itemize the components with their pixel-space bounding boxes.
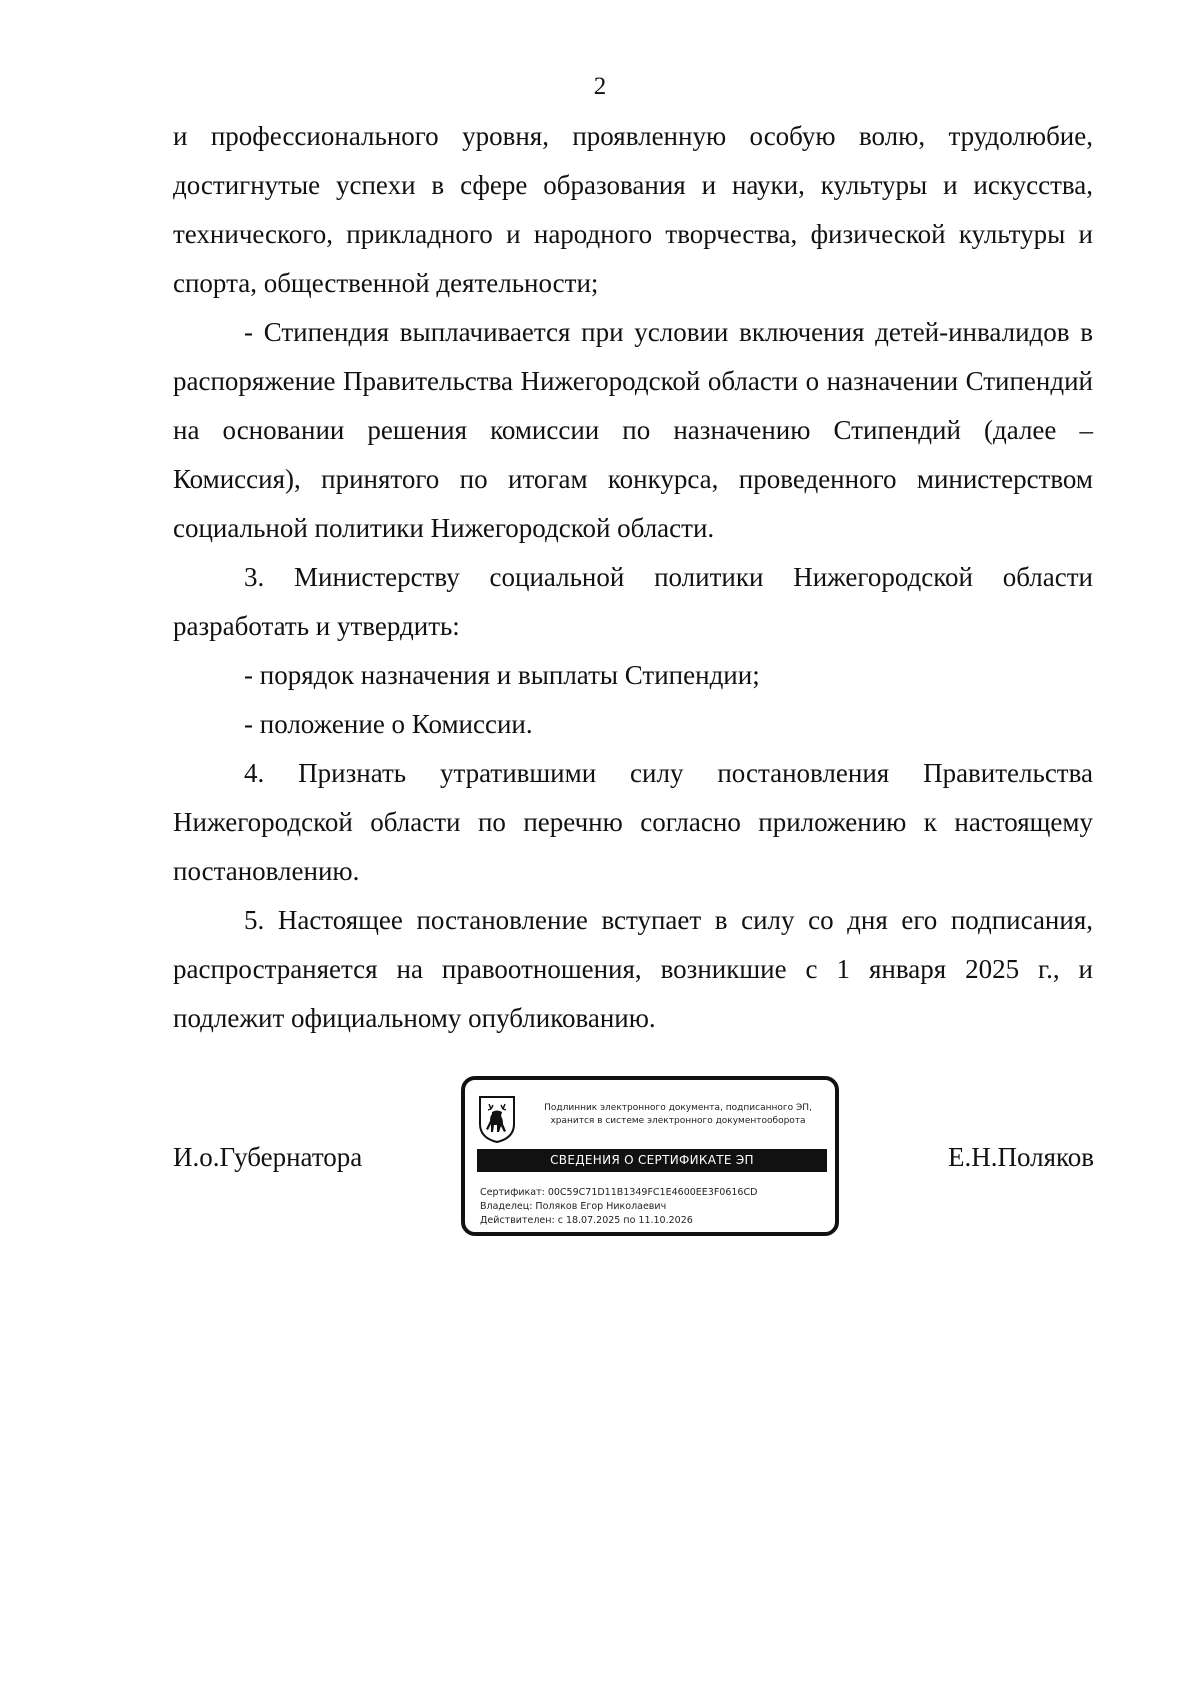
certificate-details xyxy=(480,1186,830,1228)
paragraph-continuation: и профессионального уровня, проявленную особую волю, трудолюбие, достигнутые успехи в сфере образования и науки, культуры и искусства, технического, прикладного и народного творчества, физической культуры и спорта, общественной деятельности; xyxy=(173,121,1093,298)
stamp-notice xyxy=(525,1102,831,1128)
paragraph-item-3: 3. Министерству социальной политики Нижегородской области разработать и утвердить: xyxy=(173,562,1093,641)
page-number: 2 xyxy=(593,73,607,100)
certificate-number: Сертификат: 00C59C71D11B1349FC1E4600EE3F0616CD xyxy=(480,1187,758,1198)
signer-name: Е.Н.Поляков xyxy=(947,1142,1094,1172)
signer-position: И.о.Губернатора xyxy=(173,1142,363,1172)
certificate-owner: Владелец: Поляков Егор Николаевич xyxy=(480,1201,667,1212)
paragraph-procedure: - порядок назначения и выплаты Стипендии; xyxy=(244,660,760,690)
document-body xyxy=(173,112,1093,1043)
nizhny-novgorod-deer-emblem-icon xyxy=(477,1094,517,1144)
signature-block xyxy=(0,1076,1200,1246)
stamp-notice-line-2: хранится в системе электронного документооборота xyxy=(550,1116,806,1126)
stamp-notice-line-1: Подлинник электронного документа, подписанного ЭП, xyxy=(544,1103,812,1113)
paragraph-commission-regulation: - положение о Комиссии. xyxy=(244,709,533,739)
paragraph-scholarship-condition: - Стипендия выплачивается при условии включения детей-инвалидов в распоряжение Правительства Нижегородской области о назначении Стипендий на основании решения комиссии по назначению Стипендий (далее – Комиссия), принятого по итогам конкурса, проведенного министерством социальной политики Нижегородской области. xyxy=(173,317,1093,543)
certificate-header: СВЕДЕНИЯ О СЕРТИФИКАТЕ ЭП xyxy=(477,1149,827,1172)
paragraph-item-5: 5. Настоящее постановление вступает в силу со дня его подписания, распространяется на правоотношения, возникшие с 1 января 2025 г., и подлежит официальному опубликованию. xyxy=(173,905,1093,1033)
certificate-validity: Действителен: с 18.07.2025 по 11.10.2026 xyxy=(480,1215,693,1226)
paragraph-item-4: 4. Признать утратившими силу постановления Правительства Нижегородской области по перечню согласно приложению к настоящему постановлению. xyxy=(173,758,1093,886)
electronic-signature-stamp xyxy=(461,1076,839,1236)
